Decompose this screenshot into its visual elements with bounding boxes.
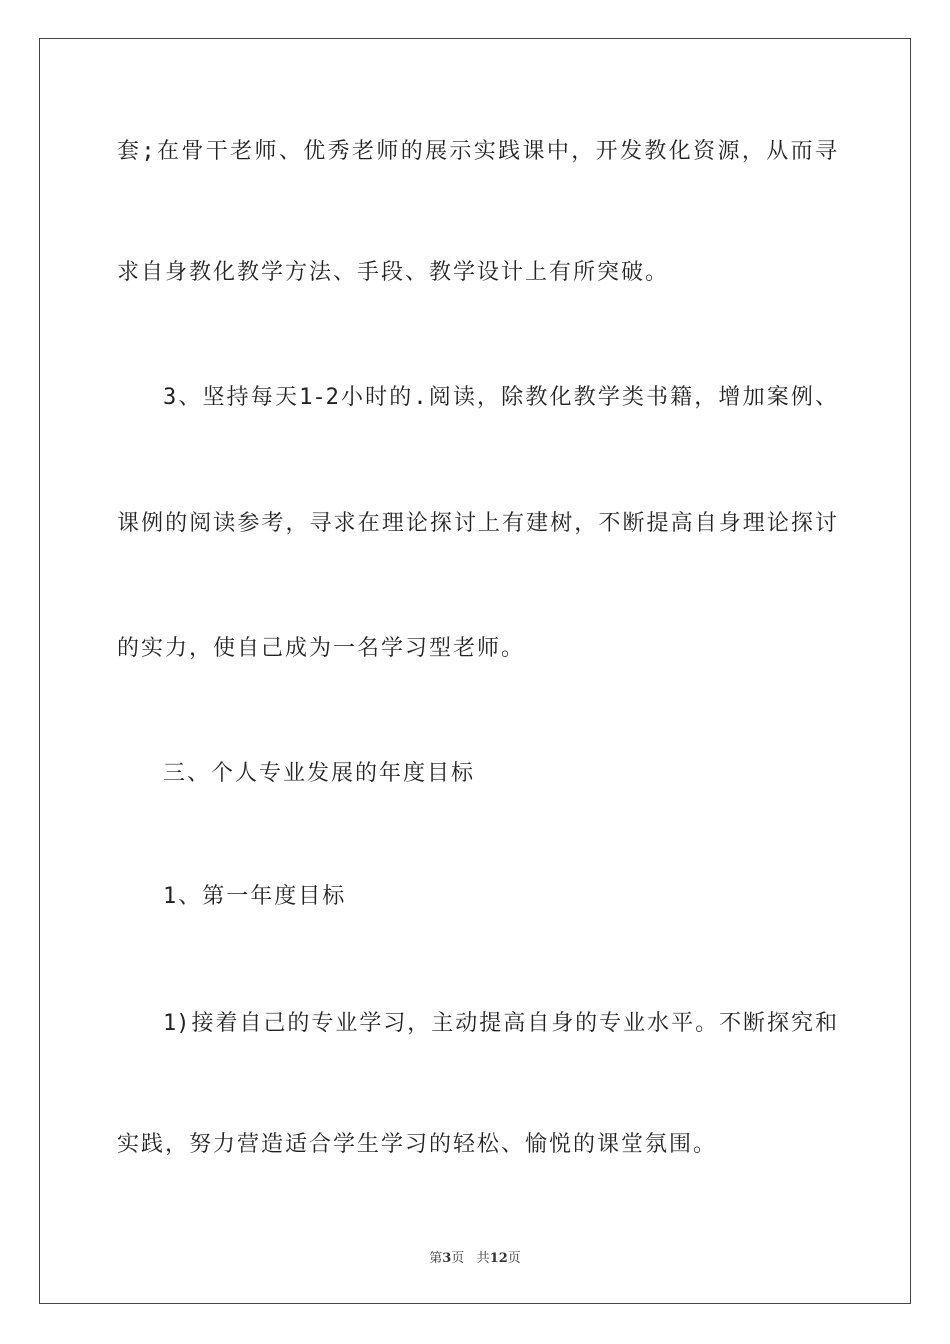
section-heading: 三、个人专业发展的年度目标 <box>163 761 476 786</box>
page-footer <box>0 1247 950 1266</box>
footer-total-pages: 12 <box>489 1251 508 1266</box>
footer-total-suffix: 页 <box>507 1251 521 1266</box>
paragraph-line-5: 的实力，使自己成为一名学习型老师。 <box>117 636 526 661</box>
footer-page-number: 3 <box>442 1251 452 1266</box>
paragraph-line-2: 求自身教化教学方法、手段、教学设计上有所突破。 <box>117 260 670 285</box>
page-frame <box>39 38 911 1304</box>
paragraph-line-6: 1)接着自己的专业学习，主动提高自身的专业水平。不断探究和 <box>163 1011 837 1036</box>
paragraph-line-1: 套;在骨干老师、优秀老师的展示实践课中，开发教化资源，从而寻 <box>117 139 837 164</box>
paragraph-line-4: 课例的阅读参考，寻求在理论探讨上有建树，不断提高自身理论探讨 <box>117 511 837 536</box>
paragraph-line-7: 实践，努力营造适合学生学习的轻松、愉悦的课堂氛围。 <box>117 1132 718 1157</box>
footer-page-prefix: 第 <box>429 1251 443 1266</box>
footer-page-suffix: 页 <box>451 1251 465 1266</box>
subsection-heading: 1、第一年度目标 <box>163 884 347 909</box>
footer-total-prefix: 共 <box>476 1251 490 1266</box>
paragraph-line-3: 3、坚持每天1-2小时的.阅读，除教化教学类书籍，增加案例、 <box>163 385 837 410</box>
